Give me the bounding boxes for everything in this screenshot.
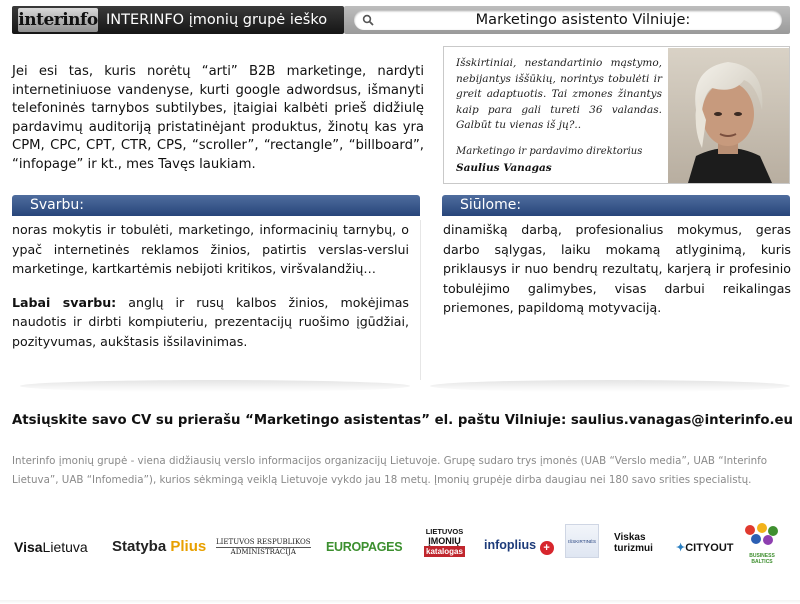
header-bar bbox=[12, 6, 790, 34]
logo-lra-line2: ADMINISTRACIJA bbox=[216, 547, 311, 557]
logo-visa-text: Visa bbox=[14, 539, 43, 555]
logo-visa-lietuva[interactable] bbox=[14, 539, 88, 555]
logo-skiriamosios-text: IŠSKIRTINĖS bbox=[568, 539, 596, 544]
partner-logos bbox=[0, 522, 800, 582]
search-icon[interactable] bbox=[362, 14, 374, 26]
logo-lra-line1: LIETUVOS RESPUBLIKOS bbox=[216, 538, 311, 546]
logo-infoplius-text: infoplius bbox=[484, 538, 537, 552]
logo-cityout-text: CITYOUT bbox=[685, 542, 734, 554]
header-left bbox=[12, 6, 344, 34]
logo-statyba-plius[interactable] bbox=[112, 538, 206, 555]
logo-plius-text: Plius bbox=[170, 538, 207, 555]
cityout-mark-icon: ✦ bbox=[676, 542, 686, 554]
plus-icon: + bbox=[540, 541, 554, 555]
siulome-paragraph: dinamišką darbą, profesionalius mokymus, geras darbo sąlygas, laiku mokamą atlyginimą, kuris priklausys ir nuo bendrų rezultatų, karjerą ir profesinio tobulėjimo galimybes, visas darbui reikalingas priemones, papildomą motyvaciją. bbox=[443, 222, 791, 315]
siulome-content bbox=[420, 220, 790, 380]
search-value: Marketingo asistento Vilniuje: bbox=[475, 12, 691, 28]
logo-viskas-turizmui[interactable] bbox=[614, 532, 653, 554]
svarbu-header bbox=[12, 195, 420, 216]
intro-text: Jei esi tas, kuris norėtų “arti” B2B marketinge, nardyti internetiniuose vandenyse, kurti google adwordsus, išmanyti telefoninės tarnybos subtilybes, įtaigiai kalbėti prieš didžiulę pardavimų auditoriją pristatinėjant produktus, žinotų kas yra CPM, CPC, CPT, CTR, CPS, “scroller”, “rectangle”, “billboard”, “infopage” ir kt., mes Tavęs laukiam. bbox=[12, 64, 424, 172]
header-title: INTERINFO įmonių grupė ieško bbox=[106, 12, 328, 28]
siulome-title: Siūlome: bbox=[460, 197, 522, 213]
labai-svarbu-paragraph bbox=[12, 293, 409, 352]
logo-business-baltics[interactable] bbox=[740, 522, 784, 566]
logo-statyba-text: Statyba bbox=[112, 538, 167, 555]
labai-svarbu-text: anglų ir rusų kalbos žinios, mokėjimas naudotis ir dirbti kompiuteriu, prezentacijų ruošimo įgūdžiai, pozityvumas, aukštasis išsilavinimas. bbox=[12, 294, 409, 349]
logo-imoniu-line3: katalogas bbox=[426, 547, 463, 556]
logo-imoniu-line1: LIETUVOS bbox=[425, 527, 464, 536]
logo-europages[interactable]: EUROPAGES bbox=[326, 540, 403, 554]
about-text: Interinfo įmonių grupė - viena didžiausių verslo informacijos organizacijų Lietuvoje. Grupę sudaro trys įmonės (UAB “Verslo media”, UAB “Interinfo Lietuva”, UAB “Infomedia”), kurios sėkmingą veiklą Lietuvoje vykdo jau 18 metų. Įmonių grupėje dirba daugiau nei 180 savo srities specialistų. bbox=[12, 455, 768, 486]
left-shadow bbox=[20, 380, 410, 392]
logo-lra[interactable] bbox=[216, 538, 311, 557]
interinfo-logo[interactable]: interinfo bbox=[18, 10, 98, 30]
labai-svarbu-label: Labai svarbu: bbox=[12, 294, 117, 310]
logo-viskas-line2: turizmui bbox=[614, 543, 653, 554]
logo-viskas-line1: Viskas bbox=[614, 532, 646, 543]
business-baltics-mark-icon bbox=[740, 522, 784, 548]
search-input[interactable] bbox=[354, 10, 782, 30]
logo-imoniu-katalogas[interactable] bbox=[424, 528, 465, 557]
footer-reflection bbox=[0, 600, 800, 604]
svarbu-title: Svarbu: bbox=[30, 197, 84, 213]
header-right bbox=[344, 6, 790, 34]
quote-role: Marketingo ir pardavimo direktorius bbox=[456, 146, 643, 157]
logo-lietuva-text: Lietuva bbox=[42, 539, 88, 555]
svarbu-content bbox=[0, 220, 412, 380]
director-photo bbox=[668, 48, 789, 183]
quote-card bbox=[443, 46, 790, 184]
quote-text: Išskirtiniai, nestandartinio mąstymo, nebijantys iššūkių, norintys tobulėti ir greit adaptuotis. Tai zmones žinantys kaip para gali tureti 36 valandas. Galbūt tu vienas iš jų?.. bbox=[456, 57, 662, 131]
logo-bb-line2: BALTICS bbox=[751, 559, 773, 565]
logo-cityout[interactable] bbox=[676, 541, 734, 554]
svarbu-paragraph: noras mokytis ir tobulėti, marketingo, informacinių tarnybų, o ypač internetinės reklamos žinios, patirtis verslas-verslui marketinge, kartkartėmis nebijoti kritikos, viršvalandžių… bbox=[12, 222, 409, 276]
logo-bb-line1: BUSINESS bbox=[749, 553, 775, 559]
cta-text: Atsiųskite savo CV su prierašu “Marketingo asistentas” el. paštu Vilniuje: saulius.vanagas@interinfo.eu bbox=[12, 413, 794, 428]
logo-imoniu-line2: ĮMONIŲ bbox=[428, 536, 461, 546]
logo-skiriamosios[interactable] bbox=[565, 524, 599, 558]
siulome-header bbox=[442, 195, 790, 216]
logo-infoplius[interactable] bbox=[484, 538, 554, 555]
right-shadow bbox=[430, 380, 790, 392]
quote-name: Saulius Vanagas bbox=[456, 162, 552, 174]
